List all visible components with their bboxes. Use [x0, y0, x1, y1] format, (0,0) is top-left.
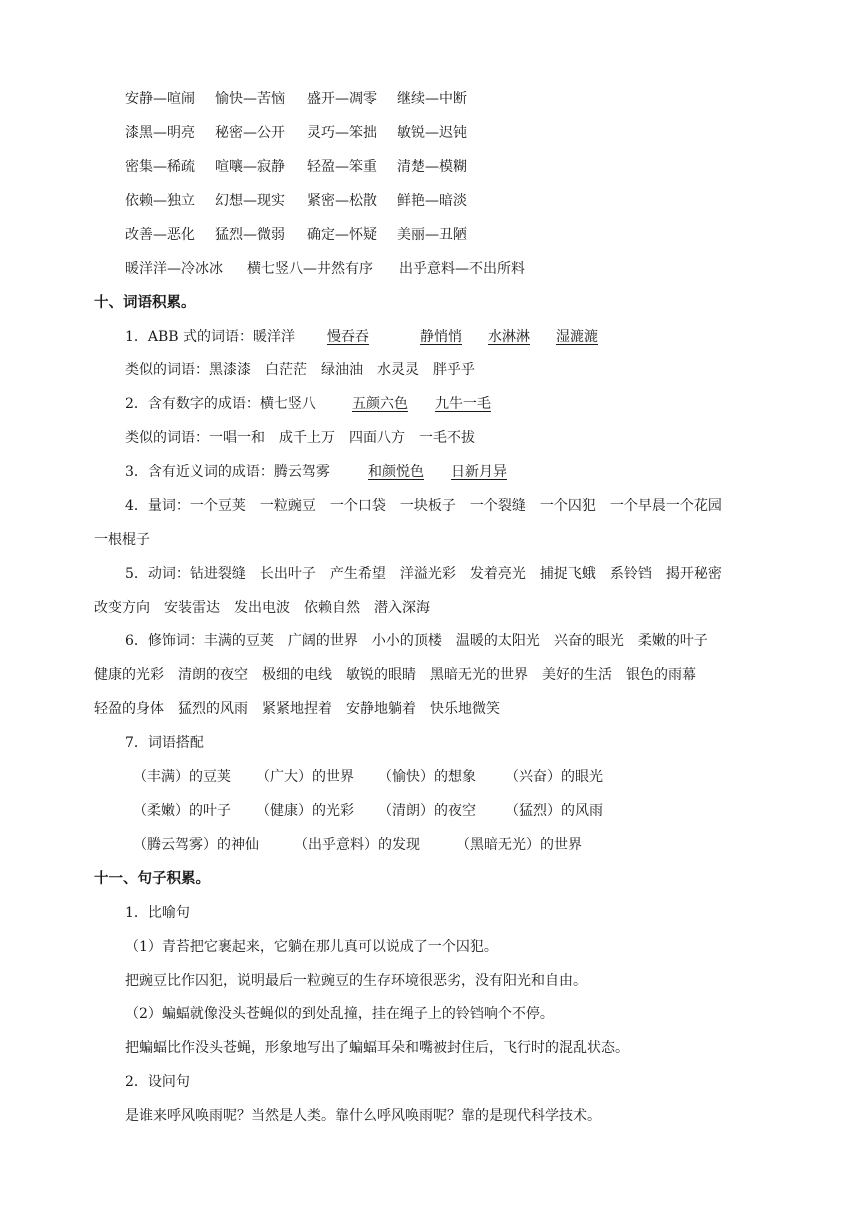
- antonym-line: [125, 157, 467, 177]
- synonym-idiom-line: [125, 462, 507, 482]
- answer-word: 和颜悦色: [368, 464, 424, 480]
- word-pair: 猛烈—微弱: [215, 227, 285, 243]
- word-pair: 敏锐—迟钝: [397, 125, 467, 141]
- word-pair: 愉快—苦恼: [215, 91, 285, 107]
- antonym-line: [125, 191, 467, 211]
- word-pair: 盛开—凋零: [307, 91, 377, 107]
- word-pair: 轻盈—笨重: [307, 159, 377, 175]
- answer-word: 湿漉漉: [556, 329, 598, 345]
- abb-line: [125, 327, 598, 347]
- abb-similar: 类似的词语：黑漆漆 白茫茫 绿油油 水灵灵 胖乎乎: [125, 362, 475, 378]
- antonym-line: [125, 259, 525, 279]
- matching-line: [133, 767, 603, 787]
- match-item: （猛烈）的风雨: [505, 803, 603, 819]
- word-pair: 美丽—丑陋: [397, 227, 467, 243]
- example-sentence: （1）青苔把它裹起来，它躺在那儿真可以说成了一个囚犯。: [125, 939, 498, 955]
- synonym-prefix: 3．含有近义词的成语：腾云驾雾: [125, 464, 330, 480]
- word-pair: 依赖—独立: [125, 193, 195, 209]
- verbs-line: 改变方向 安装雷达 发出电波 依赖自然 潜入深海: [94, 600, 430, 616]
- matching-title: 7．词语搭配: [125, 735, 204, 751]
- match-item: （健康）的光彩: [256, 803, 354, 819]
- word-pair: 幻想—现实: [215, 193, 285, 209]
- modifiers-line: 轻盈的身体 猛烈的风雨 紧紧地捏着 安静地躺着 快乐地微笑: [94, 701, 500, 717]
- answer-word: 日新月异: [451, 464, 507, 480]
- matching-line: [133, 801, 603, 821]
- word-pair: 横七竖八—井然有序: [247, 261, 373, 277]
- word-pair: 紧密—松散: [307, 193, 377, 209]
- section-heading: 十、词语积累。: [94, 295, 196, 311]
- word-pair: 密集—稀疏: [125, 159, 195, 175]
- match-item: （黑暗无光）的世界: [456, 837, 582, 853]
- word-pair: 鲜艳—暗淡: [397, 193, 467, 209]
- number-prefix: 2．含有数字的成语：横七竖八: [125, 396, 316, 412]
- verbs-line: 5．动词：钻进裂缝 长出叶子 产生希望 洋溢光彩 发着亮光 捕捉飞蛾 系铃铛 揭开秘密: [125, 566, 722, 582]
- answer-word: 九牛一毛: [435, 396, 491, 412]
- sentence-explanation: 把豌豆比作囚犯，说明最后一粒豌豆的生存环境很恶劣，没有阳光和自由。: [125, 973, 587, 989]
- match-item: （丰满）的豆荚: [133, 769, 231, 785]
- abb-prefix: 1．ABB 式的词语：暖洋洋: [125, 329, 296, 345]
- modifiers-line: 6．修饰词：丰满的豆荚 广阔的世界 小小的顶楼 温暖的太阳光 兴奋的眼光 柔嫩的叶子: [125, 633, 708, 649]
- word-pair: 灵巧—笨拙: [307, 125, 377, 141]
- match-item: （出乎意料）的发现: [294, 837, 420, 853]
- rhetorical-title: 2．设问句: [125, 1074, 190, 1090]
- match-item: （广大）的世界: [256, 769, 354, 785]
- measure-words-line: 一根棍子: [94, 532, 150, 548]
- word-pair: 出乎意料—不出所料: [399, 261, 525, 277]
- answer-word: 静悄悄: [420, 329, 462, 345]
- answer-word: 水淋淋: [488, 329, 530, 345]
- metaphor-title: 1．比喻句: [125, 905, 190, 921]
- word-pair: 改善—恶化: [125, 227, 195, 243]
- word-pair: 暖洋洋—冷冰冰: [125, 261, 223, 277]
- word-pair: 清楚—模糊: [397, 159, 467, 175]
- match-item: （兴奋）的眼光: [505, 769, 603, 785]
- antonym-line: [125, 123, 467, 143]
- section-heading: 十一、句子积累。: [94, 871, 210, 887]
- word-pair: 安静—喧闹: [125, 91, 195, 107]
- number-similar: 类似的词语：一唱一和 成千上万 四面八方 一毛不拔: [125, 430, 475, 446]
- matching-line: [133, 835, 582, 855]
- antonym-line: [125, 89, 467, 109]
- sentence-explanation: 把蝙蝠比作没头苍蝇，形象地写出了蝙蝠耳朵和嘴被封住后，飞行时的混乱状态。: [125, 1040, 629, 1056]
- word-pair: 确定—怀疑: [307, 227, 377, 243]
- word-pair: 喧嚷—寂静: [215, 159, 285, 175]
- match-item: （腾云驾雾）的神仙: [133, 837, 259, 853]
- answer-word: 五颜六色: [352, 396, 408, 412]
- number-idiom-line: [125, 394, 491, 414]
- word-pair: 漆黑—明亮: [125, 125, 195, 141]
- match-item: （愉快）的想象: [378, 769, 476, 785]
- word-pair: 继续—中断: [397, 91, 467, 107]
- word-pair: 秘密—公开: [215, 125, 285, 141]
- example-sentence: 是谁来呼风唤雨呢？当然是人类。靠什么呼风唤雨呢？靠的是现代科学技术。: [125, 1108, 601, 1124]
- measure-words-line: 4．量词：一个豆荚 一粒豌豆 一个口袋 一块板子 一个裂缝 一个囚犯 一个早晨一个花园: [125, 498, 722, 514]
- answer-word: 慢吞吞: [327, 329, 369, 345]
- example-sentence: （2）蝙蝠就像没头苍蝇似的到处乱撞，挂在绳子上的铃铛响个不停。: [125, 1006, 554, 1022]
- antonym-line: [125, 225, 467, 245]
- match-item: （清朗）的夜空: [378, 803, 476, 819]
- modifiers-line: 健康的光彩 清朗的夜空 极细的电线 敏锐的眼睛 黑暗无光的世界 美好的生活 银色的雨幕: [94, 667, 696, 683]
- match-item: （柔嫩）的叶子: [133, 803, 231, 819]
